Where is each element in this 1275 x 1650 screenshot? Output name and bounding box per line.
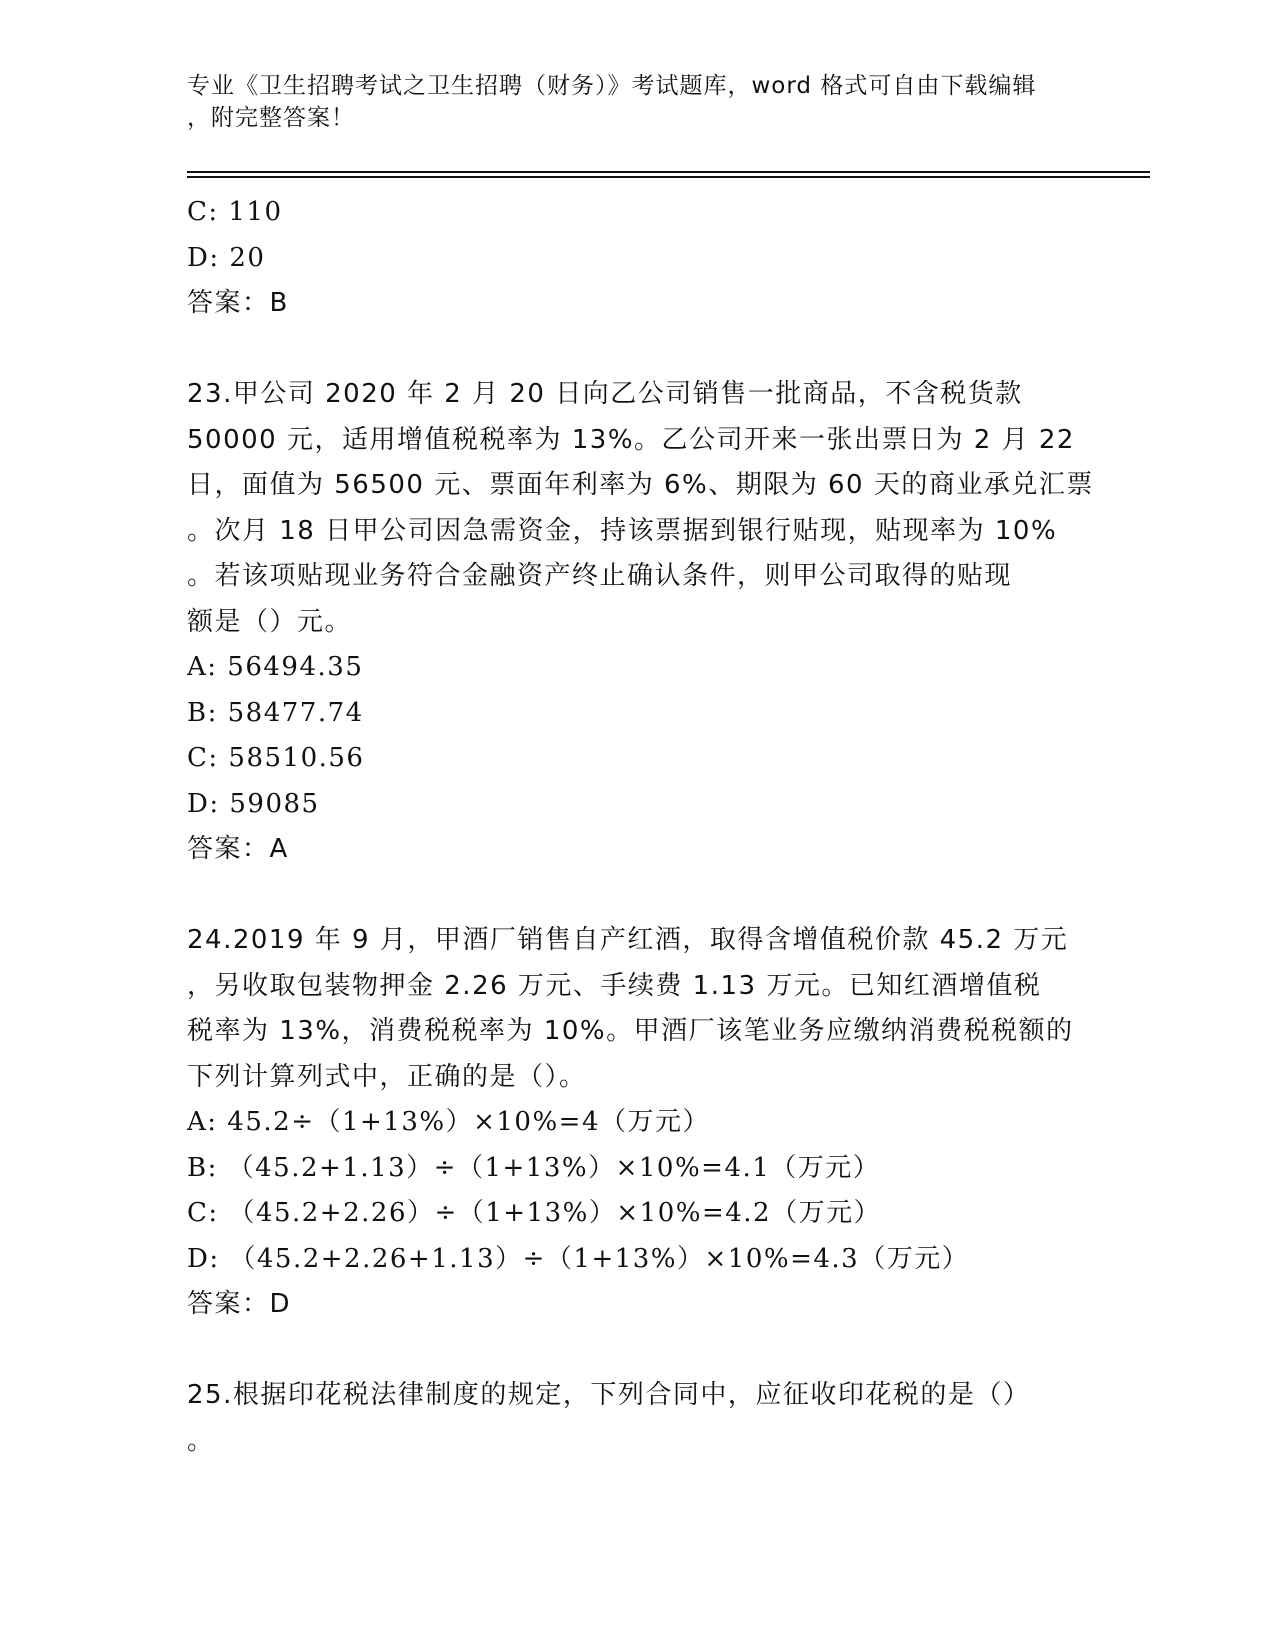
question-text-line: 。 — [187, 1425, 215, 1456]
question-text-line: 税率为 13%，消费税税率为 10%。甲酒厂该笔业务应缴纳消费税税额的 — [187, 1016, 1074, 1046]
question-text-line: 24.2019 年 9 月，甲酒厂销售自产红酒，取得含增值税价款 45.2 万元 — [187, 925, 1069, 955]
question-text-line: 25.根据印花税法律制度的规定，下列合同中，应征收印花税的是（） — [187, 1380, 1031, 1410]
answer-line: 答案：B — [187, 288, 289, 318]
question-text-line: 额是（）元。 — [187, 606, 353, 637]
document-body — [187, 190, 1094, 1464]
option-c: C: 58510.56 — [187, 743, 365, 773]
header-rule-bottom — [187, 176, 1150, 178]
option-a: A: 45.2÷（1+13%）×10%=4（万元） — [187, 1107, 710, 1137]
option-b: B: （45.2+1.13）÷（1+13%）×10%=4.1（万元） — [187, 1152, 881, 1183]
option-c: C: 110 — [187, 197, 283, 227]
question-text-line: 下列计算列式中，正确的是（）。 — [187, 1061, 587, 1092]
question-text-line: 。次月 18 日甲公司因急需资金，持该票据到银行贴现，贴现率为 10% — [187, 515, 1058, 546]
option-d: D: （45.2+2.26+1.13）÷（1+13%）×10%=4.3（万元） — [187, 1243, 970, 1274]
header-line-1: 专业《卫生招聘考试之卫生招聘（财务）》考试题库，word 格式可自由下载编辑 — [187, 73, 1037, 99]
header-rule-top — [187, 171, 1150, 173]
option-d: D: 59085 — [187, 788, 320, 819]
question-24 — [187, 918, 1087, 1328]
question-23 — [187, 372, 1094, 873]
question-text-line: 。若该项贴现业务符合金融资产终止确认条件，则甲公司取得的贴现 — [187, 561, 1013, 591]
question-text-line: 日，面值为 56500 元、票面年利率为 6%、期限为 60 天的商业承兑汇票 — [187, 470, 1094, 500]
header-line-2: ，附完整答案！ — [187, 105, 355, 131]
previous-question-tail — [187, 190, 1087, 327]
option-d: D: 20 — [187, 242, 266, 273]
question-text-line: ，另收取包装物押金 2.26 万元、手续费 1.13 万元。已知红酒增值税 — [187, 970, 1042, 1001]
question-text-line: 50000 元，适用增值税税率为 13%。乙公司开来一张出票日为 2 月 22 — [187, 424, 1075, 455]
option-c: C: （45.2+2.26）÷（1+13%）×10%=4.2（万元） — [187, 1198, 882, 1228]
answer-line: 答案：A — [187, 834, 289, 864]
option-a: A: 56494.35 — [187, 652, 364, 682]
option-b: B: 58477.74 — [187, 697, 364, 728]
document-header — [187, 70, 1087, 134]
answer-line: 答案：D — [187, 1289, 292, 1319]
question-25 — [187, 1373, 1087, 1464]
question-text-line: 23.甲公司 2020 年 2 月 20 日向乙公司销售一批商品，不含税货款 — [187, 379, 1023, 409]
